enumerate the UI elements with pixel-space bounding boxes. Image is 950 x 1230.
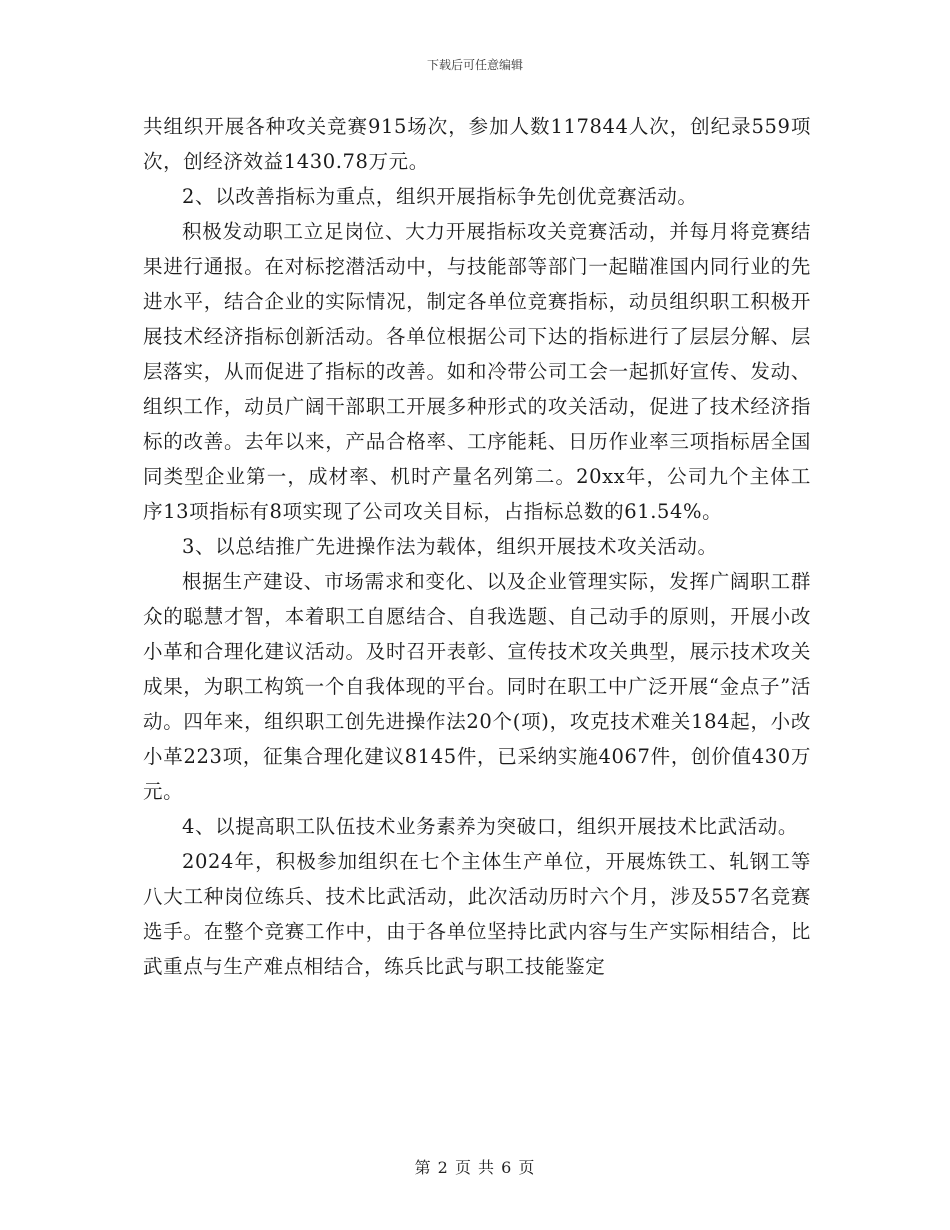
heading-2: 2、以改善指标为重点，组织开展指标争先创优竞赛活动。 [182, 185, 698, 208]
paragraph-7: 2024年，积极参加组织在七个主体生产单位，开展炼铁工、轧钢工等八大工种岗位练兵、技术比武活动，此次活动历时六个月，涉及557名竞赛选手。在整个竞赛工作中，由于各单位坚持比武内容与生产实际相结合，比武重点与生产难点相结合，练兵比武与职工技能鉴定 [143, 850, 811, 978]
page-header: 下载后可任意编辑 [426, 58, 523, 72]
document-body [143, 109, 811, 984]
paragraph-5: 根据生产建设、市场需求和变化、以及企业管理实际，发挥广阔职工群众的聪慧才智，本着职工自愿结合、自我选题、自己动手的原则，开展小改小革和合理化建议活动。及时召开表彰、宣传技术攻关典型，展示技术攻关成果，为职工构筑一个自我体现的平台。同时在职工中广泛开展“金点子”活动。四年来，组织职工创先进操作法20个(项)，攻克技术难关184起，小改小革223项，征集合理化建议8145件，已采纳实施4067件，创价值430万元。 [143, 570, 811, 803]
heading-4: 4、以提高职工队伍技术业务素养为突破口，组织开展技术比武活动。 [182, 815, 799, 838]
paragraph-1: 共组织开展各种攻关竞赛915场次，参加人数117844人次，创纪录559项次，创经济效益1430.78万元。 [143, 115, 811, 173]
heading-3: 3、以总结推广先进操作法为载体，组织开展技术攻关活动。 [182, 535, 718, 558]
page-footer: 第 2 页 共 6 页 [414, 1158, 536, 1177]
paragraph-3: 积极发动职工立足岗位、大力开展指标攻关竞赛活动，并每月将竞赛结果进行通报。在对标挖潜活动中，与技能部等部门一起瞄准国内同行业的先进水平，结合企业的实际情况，制定各单位竞赛指标，动员组织职工积极开展技术经济指标创新活动。各单位根据公司下达的指标进行了层层分解、层层落实，从而促进了指标的改善。如和冷带公司工会一起抓好宣传、发动、组织工作，动员广阔干部职工开展多种形式的攻关活动，促进了技术经济指标的改善。去年以来，产品合格率、工序能耗、日历作业率三项指标居全国同类型企业第一，成材率、机时产量名列第二。20xx年，公司九个主体工序13项指标有8项实现了公司攻关目标，占指标总数的61.54%。 [143, 220, 811, 523]
